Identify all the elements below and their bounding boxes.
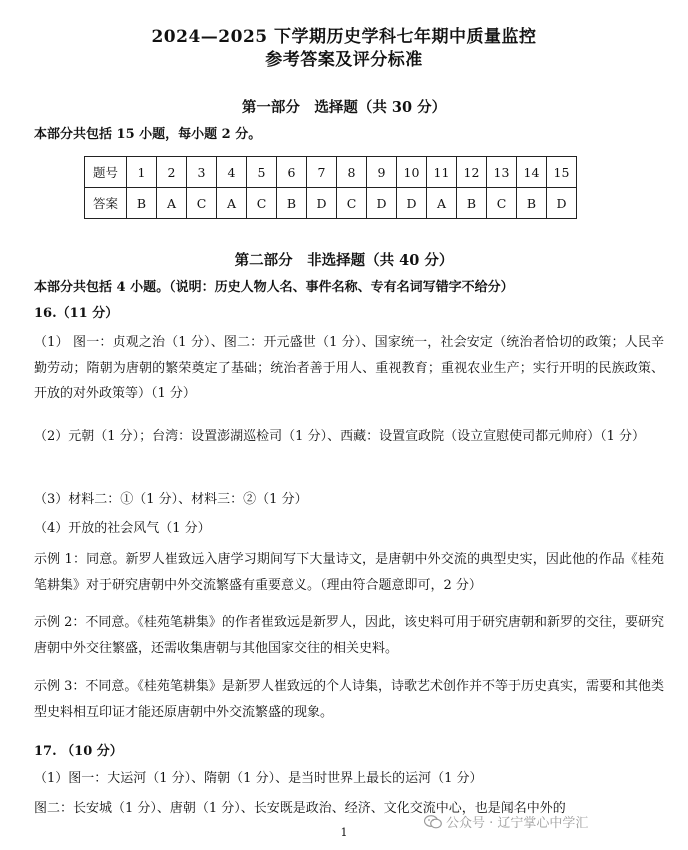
q16-answer-4: （4）开放的社会风气（1 分）	[34, 521, 211, 536]
question-number: 1	[127, 157, 157, 188]
question-number: 15	[547, 157, 577, 188]
question-number: 13	[487, 157, 517, 188]
answer-cell: C	[487, 188, 517, 219]
part2-note: 本部分共包括 4 小题。（说明：历史人物人名、事件名称、专有名词写错字不给分）	[34, 280, 514, 295]
answer-cell: D	[397, 188, 427, 219]
answer-cell: A	[427, 188, 457, 219]
document-title: 2024—2025 下学期历史学科七年期中质量监控	[151, 27, 537, 47]
question-number: 11	[427, 157, 457, 188]
question-number: 3	[187, 157, 217, 188]
part2-heading: 第二部分 非选择题（共 40 分）	[234, 252, 454, 269]
q16-example-1: 示例 1：同意。新罗人崔致远入唐学习期间写下大量诗文，是唐朝中外交流的典型史实，因此他的作品《桂苑笔耕集》对于研究唐朝中外交流繁盛有重要意义。（理由符合题意即可，2 分）	[34, 552, 664, 593]
answer-cell: B	[277, 188, 307, 219]
answer-cell: D	[547, 188, 577, 219]
question-number: 10	[397, 157, 427, 188]
question-number: 6	[277, 157, 307, 188]
q17-answer-1: （1）图一：大运河（1 分）、隋朝（1 分）、是当时世界上最长的运河（1 分）	[34, 771, 483, 786]
q16-answer-1: （1） 图一：贞观之治（1 分）、图二：开元盛世（1 分）、国家统一，社会安定（统治者恰切的政策；人民辛勤劳动；隋朝为唐朝的繁荣奠定了基础；统治者善于用人、重视教育；重视农业生产；实行开明的民族政策、开放的对外政策等）（1 分）	[34, 335, 664, 401]
answer-cell: C	[337, 188, 367, 219]
page-number: 1	[340, 826, 348, 839]
question-number: 8	[337, 157, 367, 188]
question-number: 4	[217, 157, 247, 188]
part1-heading: 第一部分 选择题（共 30 分）	[241, 99, 447, 116]
row-label-question: 题号	[85, 157, 127, 188]
answer-cell: B	[517, 188, 547, 219]
watermark	[424, 812, 588, 831]
q17-title: 17. （10 分）	[34, 744, 123, 759]
answer-cell: A	[217, 188, 247, 219]
answer-row	[85, 188, 577, 219]
document-subtitle: 参考答案及评分标准	[265, 50, 423, 70]
answer-cell: B	[127, 188, 157, 219]
q16-title: 16.（11 分）	[34, 306, 119, 321]
q16-example-3: 示例 3：不同意。《桂苑笔耕集》是新罗人崔致远的个人诗集，诗歌艺术创作并不等于历史真实，需要和其他类型史料相互印证才能还原唐朝中外交流繁盛的现象。	[34, 679, 664, 720]
answer-cell: B	[457, 188, 487, 219]
answer-cell: D	[367, 188, 397, 219]
answer-table	[84, 156, 577, 219]
watermark-text: 公众号 · 辽宁掌心中学汇	[446, 816, 589, 831]
q17-answer-2: 图二：长安城（1 分）、唐朝（1 分）、长安既是政治、经济、文化交流中心，也是闻名中外的	[34, 801, 566, 816]
question-number: 12	[457, 157, 487, 188]
answer-cell: C	[187, 188, 217, 219]
q16-answer-2: （2）元朝（1 分）；台湾：设置澎湖巡检司（1 分）、西藏：设置宣政院（设立宣慰使司都元帅府）（1 分）	[34, 429, 645, 444]
row-label-answer: 答案	[85, 188, 127, 219]
answer-cell: A	[157, 188, 187, 219]
q16-answer-3: （3）材料二：①（1 分）、材料三：②（1 分）	[34, 492, 308, 507]
question-number: 14	[517, 157, 547, 188]
part1-note: 本部分共包括 15 小题，每小题 2 分。	[34, 127, 262, 142]
question-number: 2	[157, 157, 187, 188]
question-number-row	[85, 157, 577, 188]
answer-cell: D	[307, 188, 337, 219]
question-number: 7	[307, 157, 337, 188]
question-number: 9	[367, 157, 397, 188]
wechat-icon	[424, 815, 442, 829]
q16-example-2: 示例 2：不同意。《桂苑笔耕集》的作者崔致远是新罗人，因此，该史料可用于研究唐朝和新罗的交往，要研究唐朝中外交往繁盛，还需收集唐朝与其他国家交往的相关史料。	[34, 615, 664, 656]
question-number: 5	[247, 157, 277, 188]
answer-cell: C	[247, 188, 277, 219]
